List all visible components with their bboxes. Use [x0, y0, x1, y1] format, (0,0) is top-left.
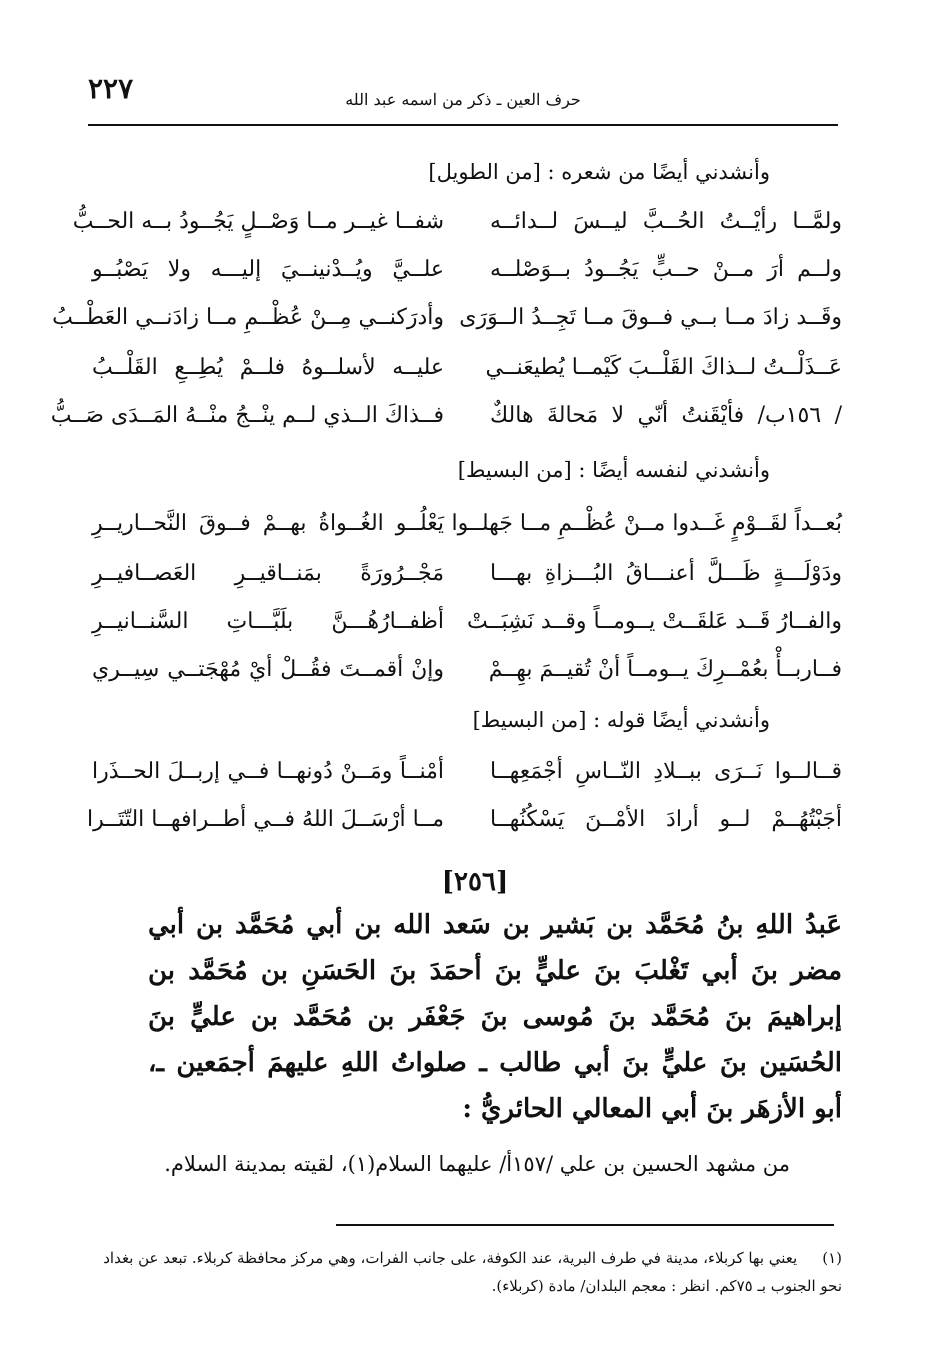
verse-row — [92, 496, 842, 552]
running-head: حرف العين ـ ذكر من اسمه عبد الله — [345, 90, 581, 109]
entry-heading-line: أبو الأزهَر بنَ أبي المعالي الحائريُّ : — [462, 1094, 842, 1124]
verse-first-hemistich: عَــذَلْــتُ لــذاكَ القَلْــبَ كَيْمــا يُطيعَنــي — [485, 355, 842, 380]
poem-intro: وأنشدني لنفسه أيضًا : [من البسيط] — [457, 458, 770, 482]
verse-row — [92, 642, 842, 698]
verse-first-hemistich: / ١٥٦ب/ فأيْقَنتُ أنّي لا مَحالةَ هالكٌ — [490, 403, 843, 428]
verse-row — [52, 290, 842, 346]
entry-heading-line: الحُسَين بنَ عليٍّ بنَ أبي طالب ـ صلواتُ اللهِ عليهمَ أجمَعين ـ، — [148, 1048, 842, 1078]
verse-second-hemistich: عليــه لأسلــوهُ فلــمْ يُطِــعِ القَلْــبُ — [92, 355, 444, 380]
verse-second-hemistich: أمْنــاً ومَــنْ دُونهــا فــي إربــلَ الحــذَرا — [92, 759, 444, 784]
verse-second-hemistich: أظفــارُهُـــنَّ بلَبَّـــاتِ السَّنــانيــرِ — [92, 609, 444, 634]
verse-row — [50, 388, 843, 444]
footnote-marker: (١) — [822, 1249, 842, 1267]
verse-first-hemistich: ولــم أرَ مــنْ حــبٍّ يَجُــودُ بــوَصْلــه — [490, 257, 842, 282]
verse-second-hemistich: مَجْــرُورَةً بمَنــاقيــرِ العَصــافيــرِ — [92, 561, 444, 586]
footnote-text: يعني بها كربلاء، مدينة في طرف البرية، عند الكوفة، على جانب الفرات، وهي مركز محافظة كربلاء. تبعد عن بغداد نحو الجنوب بـ ٧٥كم. انظر : معجم البلدان/ مادة (كربلاء). — [103, 1249, 842, 1295]
header-rule — [88, 124, 838, 126]
verse-row — [87, 792, 842, 848]
verse-second-hemistich: وأدرَكنــي مِــنْ عُظْــمِ مــا زادَنــي العَطْــبُ — [52, 305, 444, 330]
verse-second-hemistich: وإنْ أقمــتَ فقُــلْ أيْ مُهْجَتــي سِيــري — [92, 657, 444, 682]
verse-second-hemistich: شفــا غيــر مــا وَصْــلٍ يَجُــودُ بــه الحــبُّ — [72, 209, 444, 234]
verse-first-hemistich: ودَوْلَـــةٍ ظَـــلَّ أعنـــاقُ البُـــزاةِ بهـــا — [490, 561, 842, 586]
verse-second-hemistich: فــذاكَ الــذي لــم ينْــجُ منْــهُ المَــدَى صَــبُّ — [50, 403, 444, 428]
verse-second-hemistich: مــا أرْسَــلَ اللهُ فــي أطــرافهــا التّتَــرا — [87, 807, 444, 832]
footnote-rule — [336, 1224, 834, 1226]
entry-heading-line: عَبدُ اللهِ بنُ مُحَمَّد بن بَشير بن سَعد الله بن أبي مُحَمَّد بن أبي — [148, 910, 842, 940]
verse-first-hemistich: فــاربــأْ بعُمْــرِكَ يــومــاً أنْ تُقيــمَ بهِــمْ — [488, 657, 842, 682]
entry-heading-line: إبراهيمَ بنَ مُحَمَّد بنَ مُوسى بنَ جَعْفَر بن مُحَمَّد بن عليٍّ بنَ — [148, 1002, 842, 1032]
poem-intro: وأنشدني أيضًا قوله : [من البسيط] — [472, 708, 770, 732]
verse-first-hemistich: والفــارُ قَــد عَلقَــتْ يــومــاً وقــد نَشِبَــتْ — [467, 609, 842, 634]
verse-first-hemistich: أجَبْتُهُــمْ لــو أرادَ الأمْــنَ يَسْكُنُهــا — [490, 807, 842, 832]
entry-body: من مشهد الحسين بن علي /١٥٧أ/ عليهما السلام(١)، لقيته بمدينة السلام. — [164, 1152, 790, 1176]
verse-second-hemistich: يَعْلُــو الغُــواةُ بهــمْ فــوقَ النَّحــاريــرِ — [92, 511, 444, 536]
page-header — [88, 62, 838, 122]
verse-first-hemistich: وقَــد زادَ مــا بــي فــوقَ مــا تَجِــدُ الــوَرَى — [459, 305, 842, 330]
poem-intro: وأنشدني أيضًا من شعره : [من الطويل] — [428, 160, 770, 184]
entry-number: [٢٥٦] — [441, 867, 509, 897]
verse-first-hemistich: قــالــوا نَــرَى ببــلادِ النّــاسِ أجْمَعِهــا — [490, 759, 842, 784]
verse-first-hemistich: بُعــداً لقَــوْمٍ غَــدوا مــنْ عُظْــمِ مــا جَهلــوا — [451, 511, 842, 536]
verse-second-hemistich: علــيَّ ويُــدْنينــيَ إليـــه ولا يَصْبُــو — [92, 257, 444, 282]
entry-heading-line: مضر بنَ أبي تَغْلبَ بنَ عليٍّ بنَ أحمَدَ بنَ الحَسَنِ بن مُحَمَّد بن — [148, 956, 842, 986]
footnote — [92, 1244, 842, 1300]
page-number: ٢٢٧ — [88, 72, 134, 105]
verse-first-hemistich: ولمَّــا رأيْــتُ الحُــبَّ ليــسَ لــدائــه — [490, 209, 842, 234]
